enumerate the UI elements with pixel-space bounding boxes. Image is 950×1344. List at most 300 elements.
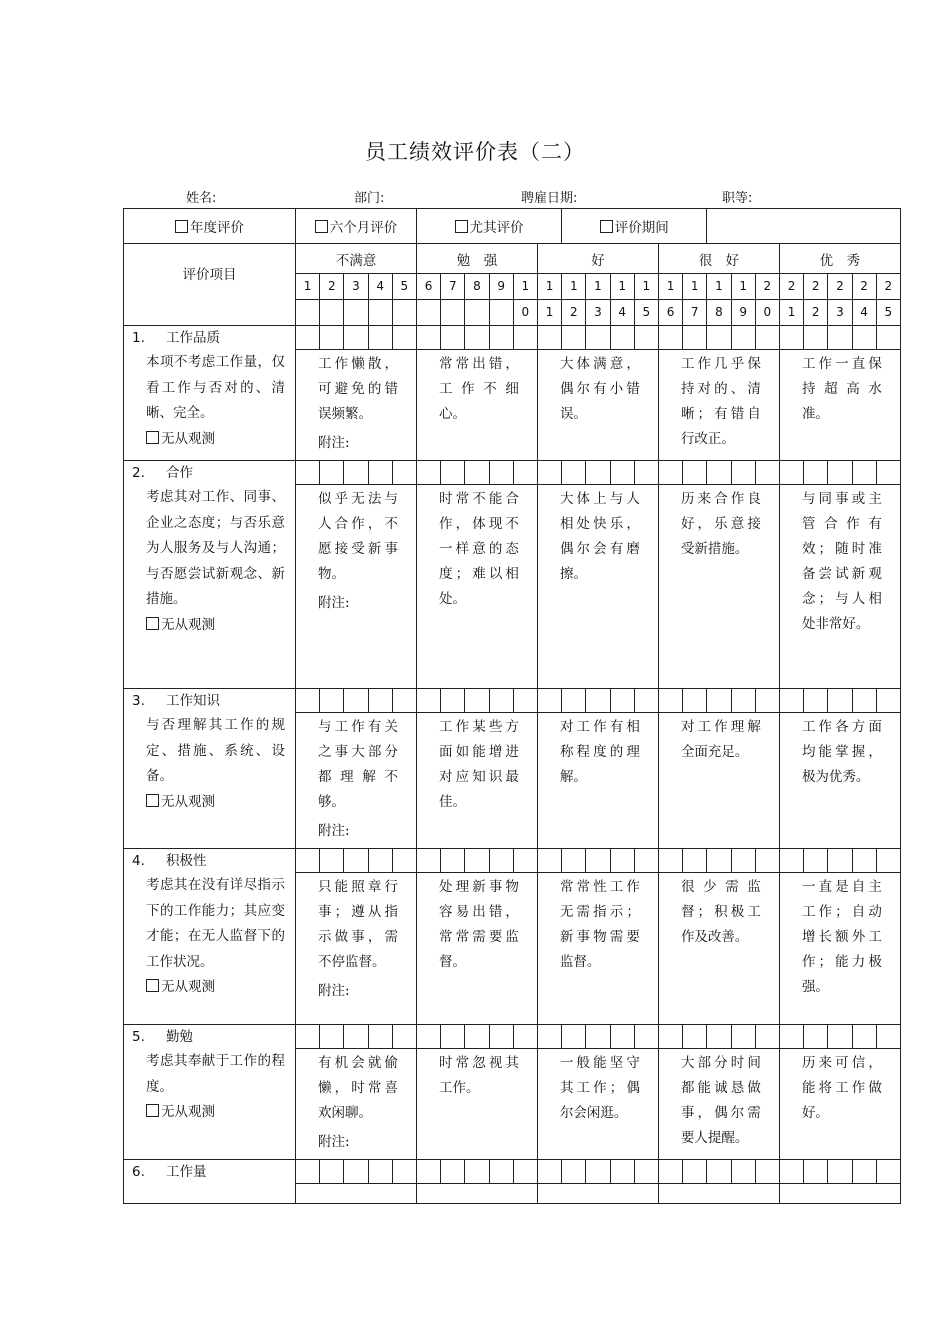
eval-type-label: 评价期间 (614, 220, 669, 236)
level-description (780, 485, 900, 641)
level-description-text: 工作几乎保持对的、清晰；有错自行改正。 (680, 356, 761, 447)
score-box[interactable] (658, 461, 682, 485)
score-box[interactable] (368, 326, 392, 350)
item-title (124, 849, 295, 873)
score-box[interactable] (441, 1025, 465, 1049)
level-description (538, 350, 658, 431)
score-box[interactable] (392, 326, 416, 350)
score-digit (344, 300, 368, 326)
score-box[interactable] (634, 1025, 658, 1049)
score-box[interactable] (489, 1025, 513, 1049)
score-digit: 2 (562, 300, 586, 326)
score-box[interactable] (852, 689, 876, 713)
score-box[interactable] (441, 1160, 465, 1184)
score-box[interactable] (465, 689, 489, 713)
score-box[interactable] (683, 1160, 707, 1184)
score-digit: 1 (731, 274, 755, 300)
score-box[interactable] (755, 689, 779, 713)
score-box[interactable] (489, 849, 513, 873)
score-box[interactable] (707, 689, 731, 713)
score-box[interactable] (562, 461, 586, 485)
checkbox-icon[interactable] (175, 220, 188, 233)
score-box[interactable] (804, 461, 828, 485)
score-digit: 6 (658, 300, 682, 326)
score-digit: 9 (731, 300, 755, 326)
score-box[interactable] (828, 461, 852, 485)
item-description-text: 考虑其对工作、同事、企业之态度；与否乐意为人服务及与人沟通；与否愿尝试新观念、新措施。 (146, 489, 285, 607)
level-description-cell (779, 485, 900, 689)
level-description-cell (779, 350, 900, 461)
score-digit: 2 (320, 274, 344, 300)
score-box[interactable] (320, 689, 344, 713)
score-box[interactable] (344, 461, 368, 485)
score-box[interactable] (876, 326, 900, 350)
level-description-text: 对工作理解全面充足。 (680, 719, 761, 760)
score-box[interactable] (852, 849, 876, 873)
score-box[interactable] (513, 689, 537, 713)
item-header (124, 244, 296, 326)
score-box[interactable] (465, 461, 489, 485)
checkbox-icon[interactable] (146, 617, 159, 630)
score-digit: 2 (828, 274, 852, 300)
score-box[interactable] (417, 326, 441, 350)
score-box[interactable] (296, 689, 320, 713)
no-observe-option[interactable] (124, 975, 295, 1001)
item-description (124, 1049, 295, 1100)
score-box[interactable] (586, 849, 610, 873)
score-box[interactable] (465, 1025, 489, 1049)
score-box[interactable] (392, 1160, 416, 1184)
level-description-text: 处理新事物容易出错，常常需要监督。 (439, 879, 519, 970)
name-label: 姓名: (186, 191, 217, 206)
level-description (417, 350, 537, 431)
score-box[interactable] (779, 849, 803, 873)
score-digit: 3 (344, 274, 368, 300)
score-box[interactable] (658, 1025, 682, 1049)
score-box[interactable] (634, 689, 658, 713)
score-box[interactable] (344, 1025, 368, 1049)
score-box[interactable] (779, 1160, 803, 1184)
score-box[interactable] (441, 326, 465, 350)
level-description-cell (417, 350, 538, 461)
score-box[interactable] (658, 1160, 682, 1184)
score-box[interactable] (610, 1025, 634, 1049)
level-description-cell (779, 1049, 900, 1160)
score-box[interactable] (344, 689, 368, 713)
note-label (296, 431, 416, 460)
eval-period-value-cell[interactable] (707, 209, 901, 244)
no-observe-label: 无从观测 (161, 979, 215, 995)
score-digit: 4 (610, 300, 634, 326)
score-box[interactable] (876, 849, 900, 873)
score-box[interactable] (731, 849, 755, 873)
level-description-cell (658, 485, 779, 689)
score-box[interactable] (828, 1160, 852, 1184)
score-box[interactable] (658, 689, 682, 713)
note-label (296, 1130, 416, 1159)
score-box[interactable] (392, 849, 416, 873)
score-box[interactable] (344, 1160, 368, 1184)
score-box[interactable] (417, 461, 441, 485)
score-box[interactable] (779, 326, 803, 350)
no-observe-option[interactable] (124, 1100, 295, 1126)
score-box[interactable] (368, 461, 392, 485)
score-box[interactable] (707, 326, 731, 350)
level-description-text: 大体上与人相处快乐，偶尔会有磨擦。 (559, 491, 640, 582)
score-box[interactable] (707, 461, 731, 485)
score-box[interactable] (489, 1160, 513, 1184)
score-box[interactable] (417, 1160, 441, 1184)
score-box[interactable] (562, 326, 586, 350)
score-box[interactable] (683, 326, 707, 350)
item-name: 积极性 (166, 853, 207, 869)
score-box[interactable] (683, 689, 707, 713)
score-box[interactable] (296, 1160, 320, 1184)
level-description (417, 873, 537, 979)
item-number: 3. (132, 693, 145, 709)
score-box[interactable] (683, 461, 707, 485)
level-description (296, 1049, 416, 1130)
score-box[interactable] (876, 689, 900, 713)
level-label: 好 (591, 252, 605, 269)
score-box[interactable] (634, 849, 658, 873)
score-box[interactable] (417, 689, 441, 713)
score-box[interactable] (586, 461, 610, 485)
score-box[interactable] (368, 1025, 392, 1049)
score-box[interactable] (852, 1160, 876, 1184)
note-text: 附注: (318, 823, 350, 839)
score-box[interactable] (344, 326, 368, 350)
level-header (537, 244, 658, 274)
level-description-cell (658, 1184, 779, 1204)
item-cell (124, 849, 296, 1025)
score-box[interactable] (368, 849, 392, 873)
score-digit (465, 300, 489, 326)
score-box[interactable] (586, 1160, 610, 1184)
score-digit: 2 (804, 274, 828, 300)
score-box[interactable] (779, 689, 803, 713)
checkbox-icon[interactable] (315, 220, 328, 233)
score-box[interactable] (634, 1160, 658, 1184)
score-box[interactable] (562, 1160, 586, 1184)
score-box[interactable] (634, 326, 658, 350)
level-description-cell (537, 485, 658, 689)
note-label (296, 819, 416, 848)
score-box[interactable] (392, 461, 416, 485)
eval-type-period[interactable] (562, 209, 707, 244)
score-box[interactable] (513, 461, 537, 485)
score-digit (296, 300, 320, 326)
level-description-cell (296, 873, 417, 1025)
item-name: 勤勉 (166, 1029, 193, 1045)
level-description (417, 485, 537, 616)
score-box[interactable] (537, 326, 561, 350)
score-digit: 4 (852, 300, 876, 326)
item-description-text: 考虑其在没有详尽指示下的工作能力；其应变才能；在无人监督下的工作状况。 (146, 877, 285, 970)
level-description (780, 713, 900, 794)
score-digit: 1 (707, 274, 731, 300)
score-box[interactable] (804, 849, 828, 873)
score-box[interactable] (513, 1025, 537, 1049)
item-description (124, 873, 295, 975)
score-box[interactable] (610, 326, 634, 350)
eval-type-label: 六个月评价 (329, 220, 398, 236)
item-title (124, 461, 295, 485)
no-observe-option[interactable] (124, 427, 295, 453)
score-box[interactable] (489, 326, 513, 350)
score-digit: 7 (441, 274, 465, 300)
score-digit: 2 (779, 274, 803, 300)
item-number: 1. (132, 330, 145, 346)
note-text: 附注: (318, 595, 350, 611)
level-description (659, 485, 779, 566)
level-description-cell (417, 713, 538, 849)
level-description-cell (779, 873, 900, 1025)
item-cell (124, 1025, 296, 1160)
score-box[interactable] (610, 689, 634, 713)
score-box[interactable] (634, 461, 658, 485)
item-number: 4. (132, 853, 145, 869)
score-box[interactable] (779, 1025, 803, 1049)
score-box[interactable] (852, 326, 876, 350)
score-digit: 5 (634, 300, 658, 326)
score-box[interactable] (755, 326, 779, 350)
score-box[interactable] (707, 849, 731, 873)
level-description-text: 时常不能合作，体现不一样意的态度；难以相处。 (439, 491, 519, 607)
score-box[interactable] (586, 1025, 610, 1049)
score-box[interactable] (296, 326, 320, 350)
item-description (124, 713, 295, 790)
score-box[interactable] (562, 849, 586, 873)
score-box[interactable] (368, 689, 392, 713)
score-box[interactable] (852, 1025, 876, 1049)
score-box[interactable] (392, 1025, 416, 1049)
note-text: 附注: (318, 435, 350, 451)
score-digit: 5 (876, 300, 900, 326)
item-description-text: 与否理解其工作的规定、措施、系统、设备。 (146, 717, 285, 784)
score-digit (417, 300, 441, 326)
score-box[interactable] (465, 1160, 489, 1184)
level-header (417, 244, 538, 274)
score-digit: 1 (562, 274, 586, 300)
item-name: 工作知识 (166, 693, 220, 709)
score-box[interactable] (610, 1160, 634, 1184)
level-description-cell (417, 1184, 538, 1204)
score-box[interactable] (320, 849, 344, 873)
score-box[interactable] (417, 1025, 441, 1049)
score-digit: 2 (876, 274, 900, 300)
score-box[interactable] (707, 1160, 731, 1184)
score-box[interactable] (392, 689, 416, 713)
eval-type-special[interactable] (417, 209, 562, 244)
item-description (124, 350, 295, 427)
level-description-text: 有机会就偷懒，时常喜欢闲聊。 (318, 1055, 398, 1121)
score-box[interactable] (876, 461, 900, 485)
eval-type-six-month[interactable] (296, 209, 417, 244)
level-description (296, 713, 416, 819)
score-box[interactable] (296, 461, 320, 485)
score-box[interactable] (368, 1160, 392, 1184)
score-box[interactable] (731, 1160, 755, 1184)
score-box[interactable] (828, 849, 852, 873)
score-box[interactable] (320, 461, 344, 485)
score-box[interactable] (441, 849, 465, 873)
score-digit: 6 (417, 274, 441, 300)
score-digit: 0 (513, 300, 537, 326)
item-name: 合作 (166, 465, 193, 481)
eval-type-label: 尤其评价 (469, 220, 524, 236)
level-description-cell (296, 1049, 417, 1160)
score-digit: 1 (296, 274, 320, 300)
score-box[interactable] (755, 461, 779, 485)
score-box[interactable] (828, 1025, 852, 1049)
level-description (780, 1049, 900, 1130)
score-box[interactable] (562, 689, 586, 713)
score-box[interactable] (562, 1025, 586, 1049)
score-box[interactable] (489, 689, 513, 713)
level-header (658, 244, 779, 274)
score-box[interactable] (731, 461, 755, 485)
level-description-cell (537, 873, 658, 1025)
checkbox-icon[interactable] (146, 1104, 159, 1117)
level-description-cell (658, 350, 779, 461)
score-box[interactable] (876, 1160, 900, 1184)
note-text: 附注: (318, 1134, 350, 1150)
score-box[interactable] (658, 326, 682, 350)
score-box[interactable] (344, 849, 368, 873)
score-box[interactable] (537, 461, 561, 485)
score-box[interactable] (586, 326, 610, 350)
level-description-text: 工作懒散，可避免的错误频繁。 (318, 356, 398, 422)
score-digit: 1 (610, 274, 634, 300)
level-description-text: 时常忽视其工作。 (439, 1055, 519, 1096)
score-digit: 1 (683, 274, 707, 300)
score-digit: 1 (513, 274, 537, 300)
score-box[interactable] (755, 1160, 779, 1184)
level-description-cell (537, 1049, 658, 1160)
score-box[interactable] (804, 1160, 828, 1184)
score-box[interactable] (537, 849, 561, 873)
item-name: 工作品质 (166, 330, 220, 346)
score-box[interactable] (513, 849, 537, 873)
eval-type-label: 年度评价 (190, 220, 244, 236)
item-number: 6. (132, 1164, 145, 1180)
score-box[interactable] (465, 849, 489, 873)
level-description-text: 工作某些方面如能增进对应知识最佳。 (439, 719, 519, 810)
score-digit: 2 (804, 300, 828, 326)
score-box[interactable] (731, 689, 755, 713)
level-description (538, 873, 658, 979)
level-label: 勉 强 (456, 252, 498, 269)
score-box[interactable] (731, 1025, 755, 1049)
score-box[interactable] (804, 326, 828, 350)
score-digit: 3 (586, 300, 610, 326)
score-box[interactable] (537, 1160, 561, 1184)
score-box[interactable] (658, 849, 682, 873)
score-box[interactable] (876, 1025, 900, 1049)
no-observe-label: 无从观测 (161, 616, 215, 633)
score-digit: 3 (828, 300, 852, 326)
score-box[interactable] (513, 326, 537, 350)
score-box[interactable] (537, 1025, 561, 1049)
no-observe-option[interactable] (124, 613, 295, 639)
score-box[interactable] (537, 689, 561, 713)
level-description-cell (296, 485, 417, 689)
level-description-cell (417, 1049, 538, 1160)
score-box[interactable] (683, 849, 707, 873)
score-box[interactable] (441, 689, 465, 713)
score-digit (392, 300, 416, 326)
score-box[interactable] (465, 326, 489, 350)
item-number: 2. (132, 465, 145, 481)
score-box[interactable] (320, 326, 344, 350)
checkbox-icon[interactable] (146, 979, 159, 992)
level-description (659, 1049, 779, 1155)
score-digit: 1 (634, 274, 658, 300)
score-box[interactable] (828, 689, 852, 713)
level-description (780, 350, 900, 431)
checkbox-icon[interactable] (455, 220, 468, 233)
score-box[interactable] (610, 461, 634, 485)
level-description (659, 713, 779, 769)
score-box[interactable] (320, 1025, 344, 1049)
score-box[interactable] (320, 1160, 344, 1184)
score-box[interactable] (610, 849, 634, 873)
score-box[interactable] (828, 326, 852, 350)
score-box[interactable] (852, 461, 876, 485)
level-description (538, 1049, 658, 1130)
score-box[interactable] (683, 1025, 707, 1049)
score-box[interactable] (755, 849, 779, 873)
level-description-cell (296, 350, 417, 461)
score-box[interactable] (489, 461, 513, 485)
score-digit: 1 (779, 300, 803, 326)
score-box[interactable] (731, 326, 755, 350)
checkbox-icon[interactable] (146, 794, 159, 807)
score-box[interactable] (417, 849, 441, 873)
score-box[interactable] (707, 1025, 731, 1049)
hire-date-label: 聘雇日期: (521, 191, 578, 206)
page-title: 员工绩效评价表（二） (365, 140, 585, 164)
level-description (296, 873, 416, 979)
level-description-cell (779, 713, 900, 849)
level-description-cell (537, 350, 658, 461)
score-box[interactable] (804, 1025, 828, 1049)
note-text: 附注: (318, 983, 350, 999)
level-label: 不满意 (335, 252, 377, 269)
score-box[interactable] (755, 1025, 779, 1049)
item-cell (124, 1160, 296, 1204)
score-digit: 0 (755, 300, 779, 326)
score-box[interactable] (296, 849, 320, 873)
score-box[interactable] (513, 1160, 537, 1184)
checkbox-icon[interactable] (600, 220, 613, 233)
item-number: 5. (132, 1029, 145, 1045)
score-digit: 7 (683, 300, 707, 326)
level-description-text: 历来合作良好，乐意接受新措施。 (680, 491, 761, 557)
checkbox-icon[interactable] (146, 431, 159, 444)
score-box[interactable] (441, 461, 465, 485)
level-description-text: 工作各方面均能掌握，极为优秀。 (801, 719, 882, 785)
score-box[interactable] (779, 461, 803, 485)
eval-type-annual[interactable] (124, 209, 296, 244)
score-box[interactable] (586, 689, 610, 713)
no-observe-option[interactable] (124, 790, 295, 816)
score-box[interactable] (296, 1025, 320, 1049)
level-description-cell (658, 1049, 779, 1160)
score-box[interactable] (804, 689, 828, 713)
level-header (779, 244, 900, 274)
